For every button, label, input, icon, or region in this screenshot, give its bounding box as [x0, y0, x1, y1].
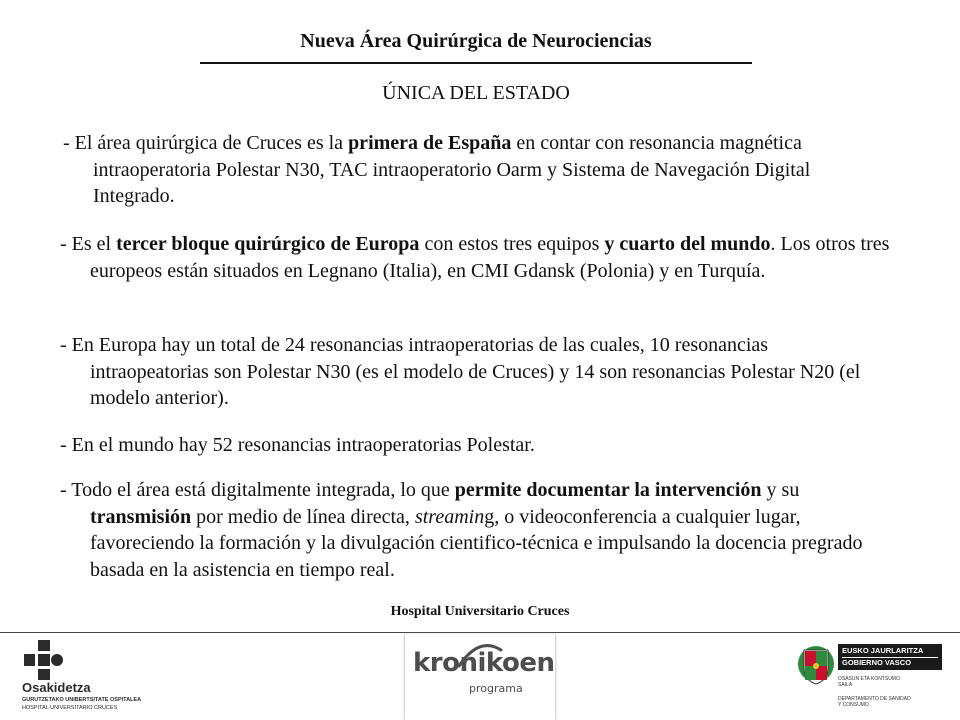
footer-divider	[0, 632, 960, 633]
gv-dept-spanish-2: Y CONSUMO	[838, 702, 869, 708]
p5-italic-streaming: streamin	[414, 505, 485, 528]
p5-bold-permite: permite documentar la intervención	[454, 479, 762, 501]
p5-mid2: por medio de línea directa,	[191, 505, 415, 528]
p2-lead: - Es el	[60, 233, 117, 255]
osakidetza-name: Osakidetza	[22, 680, 91, 695]
osakidetza-cross-icon	[24, 640, 64, 680]
gv-dept-spanish-1: DEPARTAMENTO DE SANIDAD	[838, 696, 911, 702]
page-title: Nueva Área Quirúrgica de Neurociencias	[300, 30, 652, 52]
osakidetza-subtitle-basque: GURUTZETAKO UNIBERTSITATE OSPITALEA	[22, 697, 142, 703]
paragraph-2	[60, 231, 910, 284]
gv-dept-basque-2: SAILA	[838, 682, 853, 688]
title-underline	[200, 62, 752, 64]
footer-hospital-label: Hospital Universitario Cruces	[390, 604, 570, 619]
gobierno-vasco-banner	[838, 644, 942, 670]
gobierno-vasco-logo	[796, 640, 946, 718]
p4-text: - En el mundo hay 52 resonancias intraoperatorias Polestar.	[60, 434, 535, 456]
osakidetza-logo	[22, 640, 140, 716]
basque-coat-of-arms-icon	[796, 642, 836, 690]
p2-mid: con estos tres equipos	[419, 233, 605, 255]
kronikoen-logo	[404, 634, 556, 720]
p5-bold-transmision: transmisión	[90, 505, 192, 528]
osakidetza-subtitle-spanish: HOSPITAL UNIVERSITARIO CRUCES	[22, 705, 118, 711]
gv-dept-basque	[838, 676, 928, 688]
p5-mid1: y su	[761, 479, 800, 501]
p2-bold-tercer: tercer bloque quirúrgico de Europa	[116, 233, 420, 255]
p3-text: - En Europa hay un total de 24 resonancias intraoperatorias de las cuales, 10 resonancias intraopeatorias son Polestar N30 (es el modelo de Cruces) y 14 son resonancias Polestar N20 (el modelo anterior).	[60, 334, 861, 409]
paragraph-1	[63, 130, 883, 210]
paragraph-5	[60, 477, 902, 583]
p1-bold-primera: primera de España	[348, 132, 512, 154]
kronikoen-programa-label: programa	[469, 682, 523, 695]
kronikoen-wordmark: kronikoen	[413, 648, 555, 678]
p2-rest: . Los otros tres europeos están situados en Legnano (Italia), en CMI Gdansk (Polonia) y en Turquía.	[90, 233, 890, 282]
gv-line-spanish: GOBIERNO VASCO	[842, 657, 938, 668]
p1-lead: - El área quirúrgica de Cruces es la	[63, 132, 349, 154]
p5-rest: g, o videoconferencia a cualquier lugar, favoreciendo la formación y la divulgación cientifico-técnica e impulsando la docencia pregrado basada en la asistencia en tiempo real.	[90, 505, 863, 581]
p5-lead: - Todo el área está digitalmente integrada, lo que	[60, 479, 455, 501]
gv-dept-basque-1: OSASUN ETA KONTSUMO	[838, 676, 900, 682]
gv-line-basque: EUSKO JAURLARITZA	[842, 646, 924, 655]
paragraph-4	[60, 432, 880, 459]
paragraph-3	[60, 332, 880, 412]
page-subtitle: ÚNICA DEL ESTADO	[382, 82, 570, 104]
gv-dept-spanish	[838, 696, 928, 708]
kronikoen-swoosh-icon	[419, 640, 539, 670]
p1-rest: en contar con resonancia magnética intraoperatoria Polestar N30, TAC intraoperatorio Oarm y Sistema de Navegación Digital Integrado.	[93, 132, 811, 207]
p2-bold-cuarto: y cuarto del mundo	[604, 233, 771, 255]
